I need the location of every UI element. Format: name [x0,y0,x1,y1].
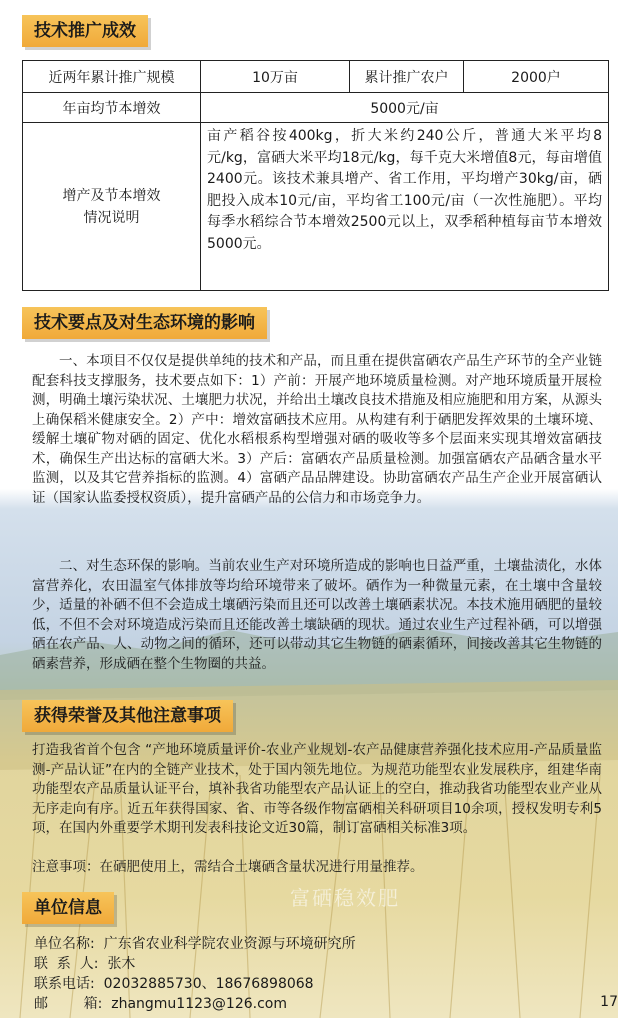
table-row [23,93,609,123]
phone-label: 联系电话: [34,976,95,992]
tech-section-title: 技术要点及对生态环境的影响 [22,307,267,339]
unit-section-title: 单位信息 [22,892,114,924]
results-table [22,60,609,291]
farmers-label: 累计推广农户 [350,61,464,93]
table-row [23,123,609,291]
watermark-text: 富硒稳效肥 [290,886,400,910]
table-row [23,61,609,93]
tech-paragraph-1: 一、本项目不仅仅是提供单纯的技术和产品，而且重在提供富硒农产品生产环节的全产业链配套科技支撑服务，技术要点如下：1）产前：开展产地环境质量检测。对产地环境质量开展检测，明确土壤污染状况、土壤肥力状况，并给出土壤改良技术措施及相应施肥和用方案，从源头上确保稻米健康安全。2）产中：增效富硒技术应用。从构建有利于硒肥发挥效果的土壤环境、缓解土壤矿物对硒的固定、优化水稻根系构型增强对硒的吸收等多个层面来实现其增效富硒技术，确保生产出达标的富硒大米。3）产后：富硒农产品质量检测。加强富硒农产品硒含量水平监测，以及其它营养指标的监测。4）富硒产品品牌建设。协助富硒农产品生产企业开展富硒认证（国家认监委授权资质），提升富硒产品的公信力和市场竞争力。 [32,353,602,506]
phone-value: 02032885730、18676898068 [103,976,314,992]
email-label: 邮 箱: [34,996,103,1012]
email-value[interactable]: zhangmu1123@126.com [111,996,288,1012]
phone-row [34,975,314,994]
annual-benefit-value: 5000元/亩 [201,93,609,123]
honors-section-title: 获得荣誉及其他注意事项 [22,700,233,732]
unit-name-row [34,935,356,954]
contact-label: 联 系 人: [34,956,99,972]
contact-value: 张木 [107,956,136,972]
description-label: 增产及节本增效 情况说明 [23,123,201,291]
results-section-title: 技术推广成效 [22,15,148,47]
email-row [34,995,287,1014]
page-number: 17 [600,994,618,1010]
notice-paragraph: 注意事项：在硒肥使用上，需结合土壤硒含量状况进行用量推荐。 [32,859,424,875]
scale-label: 近两年累计推广规模 [23,61,201,93]
contact-row [34,955,135,974]
annual-benefit-label: 年亩均节本增效 [23,93,201,123]
farmers-value: 2000户 [464,61,609,93]
unit-name-value: 广东省农业科学院农业资源与环境研究所 [103,936,356,952]
scale-value: 10万亩 [201,61,350,93]
honors-paragraph: 打造我省首个包含 “产地环境质量评价-农业产业规划-农产品健康营养强化技术应用-产品质量监测-产品认证”在内的全链产业技术，处于国内领先地位。为规范功能型农业发展秩序，组建华南功能型农产品质量认证平台，填补我省功能型农产品认证上的空白，推动我省功能型农业产业从无序走向有序。近五年获得国家、省、市等各级作物富硒相关科研项目10余项，授权发明专利5项，在国内外重要学术期刊发表科技论文近30篇，制订富硒相关标准3项。 [32,742,602,836]
description-text: 亩产稻谷按400kg，折大米约240公斤，普通大米平均8元/kg，富硒大米平均18元/kg，每千克大米增值8元，每亩增值2400元。该技术兼具增产、省工作用，平均增产30kg/亩，硒肥投入成本10元/亩，平均省工100元/亩（一次性施肥）。平均每季水稻综合节本增效2500元以上，双季稻种植每亩节本增效5000元。 [201,123,609,291]
tech-paragraph-2: 二、对生态环保的影响。当前农业生产对环境所造成的影响也日益严重，土壤盐渍化，水体富营养化，农田温室气体排放等均给环境带来了破坏。硒作为一种微量元素，在土壤中含量较少，适量的补硒不但不会造成土壤硒污染而且还可以改善土壤硒素状况。本技术施用硒肥的量较低，不但不会对环境造成污染而且还能改善土壤缺硒的现状。通过农业生产过程补硒，可以增强硒在农产品、人、动物之间的循环，还可以带动其它生物链的硒素循环，间接改善其它生物链的硒素营养，形成硒在整个生物圈的共益。 [32,558,602,672]
unit-name-label: 单位名称: [34,936,95,952]
